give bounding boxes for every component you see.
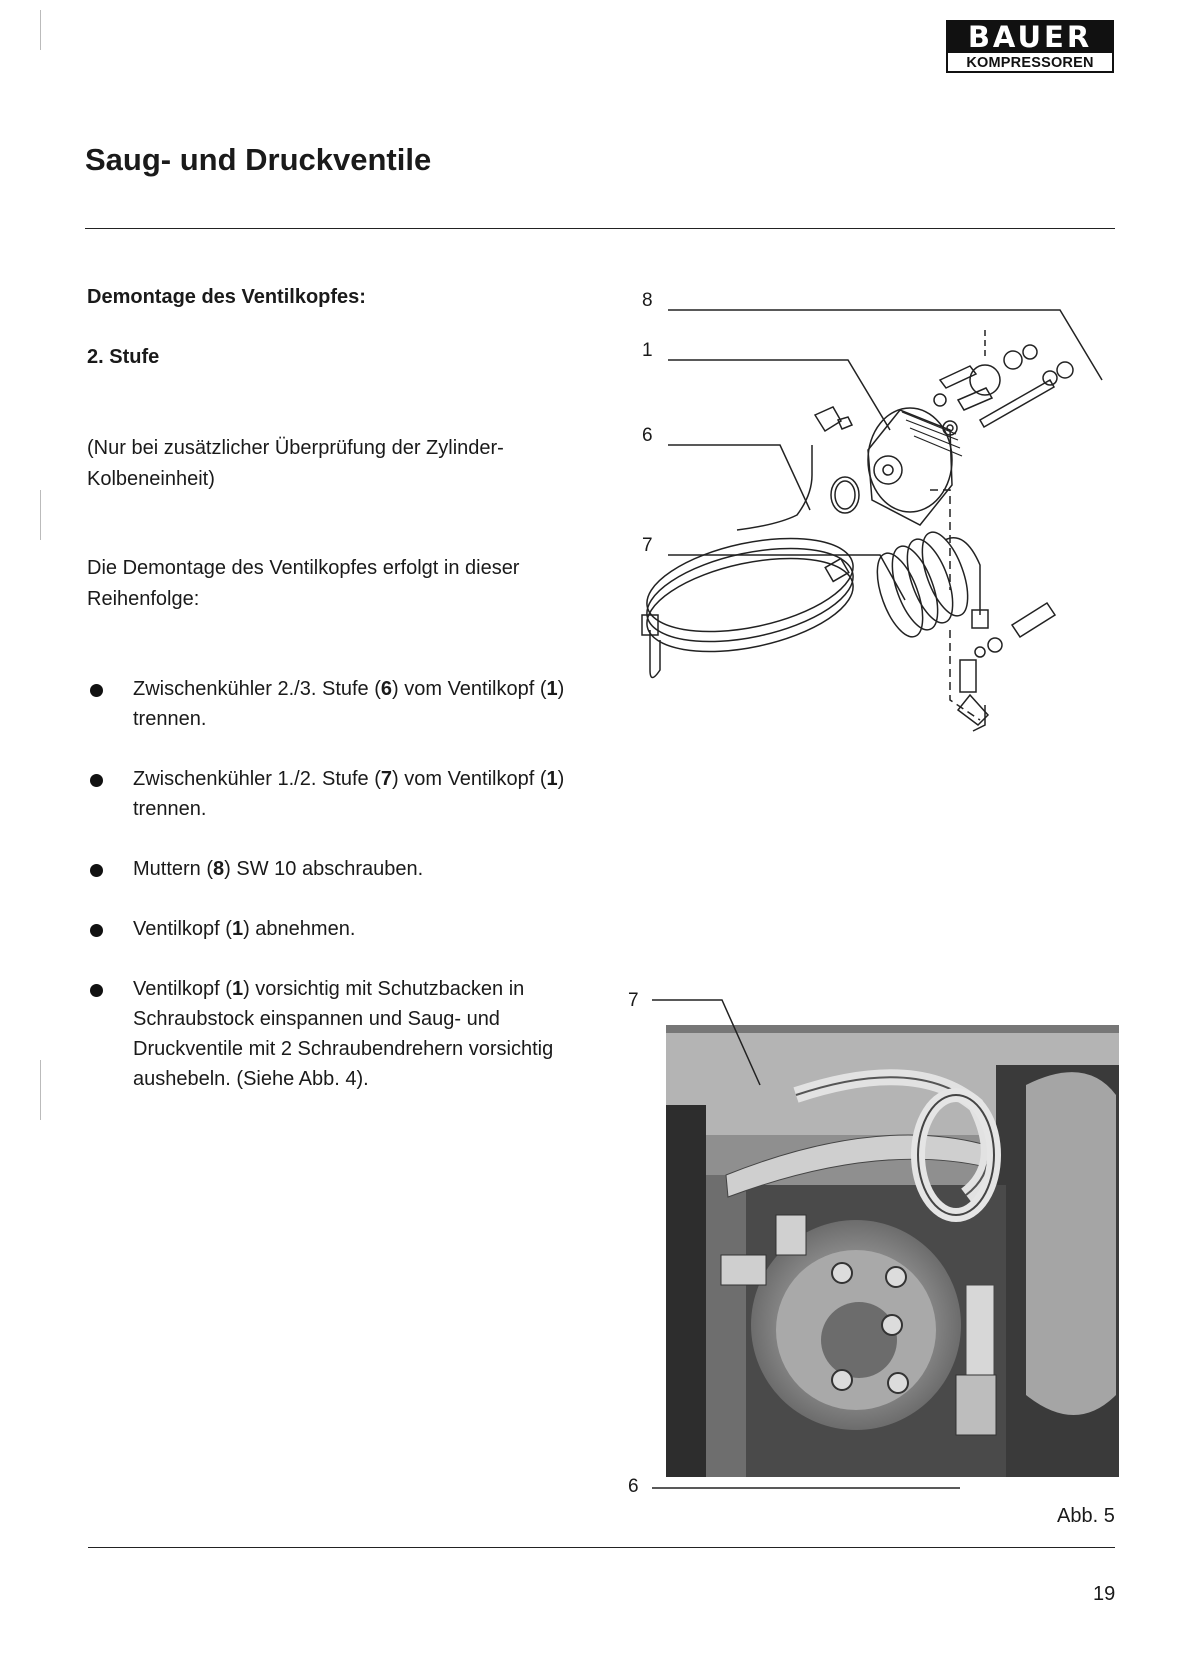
top-rule xyxy=(85,228,1115,229)
bullet-icon xyxy=(90,774,103,787)
bullet-icon xyxy=(90,984,103,997)
photo-callout-7: 7 xyxy=(628,990,639,1011)
bauer-logo xyxy=(946,20,1114,73)
exploded-view-diagram xyxy=(640,300,1120,820)
bullet-icon xyxy=(90,924,103,937)
callout-7: 7 xyxy=(642,535,653,556)
photo-callout-6: 6 xyxy=(628,1476,639,1497)
scan-mark xyxy=(40,490,41,540)
intro-text: Die Demontage des Ventilkopfes erfolgt in dieser Reihenfolge: xyxy=(87,557,520,610)
step-1: Zwischenkühler 2./3. Stufe (6) vom Ventilkopf (1) trennen. xyxy=(133,678,565,730)
scan-mark xyxy=(40,10,41,50)
callout-6: 6 xyxy=(642,425,653,446)
logo-subtitle: KOMPRESSOREN xyxy=(966,55,1094,71)
step-2: Zwischenkühler 1./2. Stufe (7) vom Ventilkopf (1) trennen. xyxy=(133,768,565,820)
callout-1: 1 xyxy=(642,340,653,361)
step-4: Ventilkopf (1) abnehmen. xyxy=(133,918,356,940)
bottom-rule xyxy=(88,1547,1115,1548)
page-title: Saug- und Druckventile xyxy=(85,142,432,177)
photo-leader-lines xyxy=(640,990,960,1500)
step-3: Muttern (8) SW 10 abschrauben. xyxy=(133,858,424,880)
bullet-icon xyxy=(90,864,103,877)
logo-brand: BAUER xyxy=(948,22,1112,53)
bullet-icon xyxy=(90,684,103,697)
note-text: (Nur bei zusätzlicher Überprüfung der Zylinder-Kolbeneinheit) xyxy=(87,437,504,490)
figure-caption: Abb. 5 xyxy=(1057,1505,1115,1527)
scan-mark xyxy=(40,1060,41,1120)
callout-8: 8 xyxy=(642,290,653,311)
step-5: Ventilkopf (1) vorsichtig mit Schutzbacken in Schraubstock einspannen und Saug- und Druckventile mit 2 Schraubendrehern vorsichtig aushebeln. (Siehe Abb. 4). xyxy=(133,978,554,1090)
page-number: 19 xyxy=(1093,1583,1116,1605)
stage-heading: 2. Stufe xyxy=(87,346,160,368)
section-heading: Demontage des Ventilkopfes: xyxy=(87,286,366,308)
